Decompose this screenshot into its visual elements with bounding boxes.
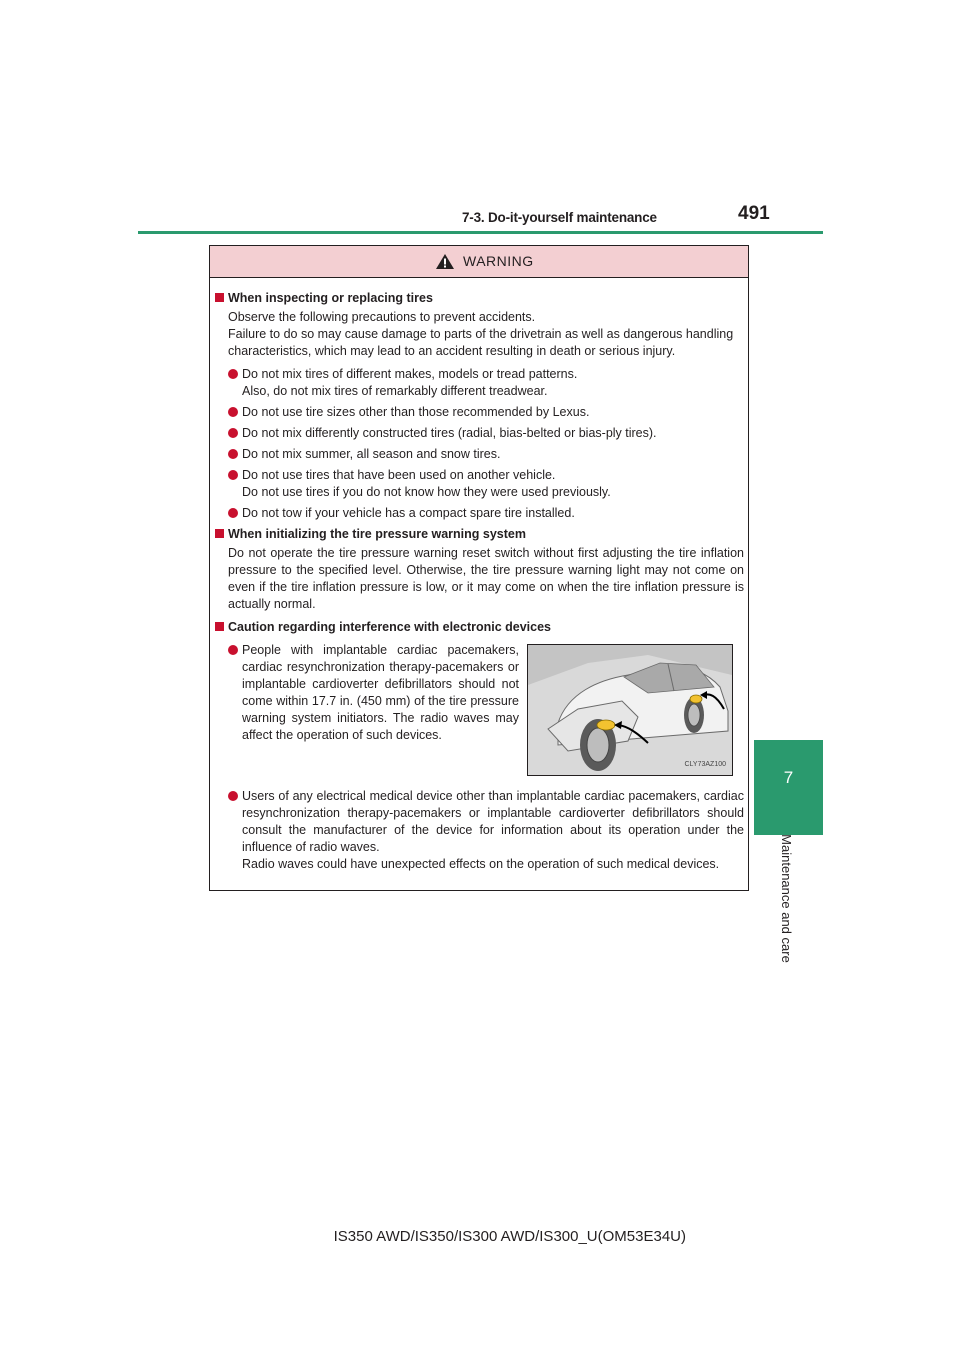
section-heading-text: When initializing the tire pressure warning system: [228, 527, 526, 541]
warning-triangle-icon: [435, 253, 455, 270]
footer-model-code: IS350 AWD/IS350/IS300 AWD/IS300_U(OM53E34U): [333, 1228, 686, 1245]
red-bullet-icon: [228, 369, 238, 379]
header-rule: [138, 231, 823, 234]
paragraph-text: Failure to do so may cause damage to parts of the drivetrain as well as dangerous handling characteristics, which may lead to an accident resulting in death or serious injury.: [228, 327, 734, 358]
red-bullet-icon: [228, 645, 238, 655]
section-heading: [214, 290, 744, 307]
bullet-text: Do not mix tires of different makes, models or tread patterns.: [242, 367, 578, 381]
bullet-text: Radio waves could have unexpected effects on the operation of such medical devices.: [242, 857, 720, 871]
paragraph: [214, 309, 744, 360]
warning-header: [210, 246, 748, 278]
page-number: 491: [738, 203, 770, 224]
pacemaker-bullet: [214, 642, 744, 782]
bullet-item: [214, 505, 744, 522]
red-bullet-icon: [228, 428, 238, 438]
red-bullet-icon: [228, 470, 238, 480]
bullet-item: [214, 446, 744, 463]
section-heading-text: Caution regarding interference with electronic devices: [228, 620, 552, 634]
bullet-item: [214, 366, 744, 400]
red-bullet-icon: [228, 508, 238, 518]
bullet-text: Users of any electrical medical device other than implantable cardiac pacemakers, cardiac resynchronization therapy-pacemakers or implantable cardioverter defibrillators should consult the manufacturer of the device for information about its operation under the influence of radio waves.: [242, 789, 744, 854]
bullet-text: Do not use tires that have been used on another vehicle.: [242, 468, 556, 482]
paragraph: Do not operate the tire pressure warning reset switch without first adjusting the tire inflation pressure to the specified level. Otherwise, the tire pressure warning light may not come on even if the tire inflation pressure is low, or it may come on when the tire inflation pressure is actually normal.: [228, 546, 744, 611]
bullet-text: Do not use tires if you do not know how they were used previously.: [242, 485, 611, 499]
red-square-icon: [215, 293, 224, 302]
bullet-text: Do not use tire sizes other than those recommended by Lexus.: [242, 405, 590, 419]
bullet-text: Do not mix differently constructed tires (radial, bias-belted or bias-ply tires).: [242, 426, 657, 440]
red-bullet-icon: [228, 449, 238, 459]
warning-title: WARNING: [463, 253, 534, 269]
bullet-text: Do not mix summer, all season and snow tires.: [242, 447, 501, 461]
red-square-icon: [215, 622, 224, 631]
chapter-number: 7: [783, 768, 794, 787]
bullet-item: [214, 404, 744, 421]
warning-content: [214, 290, 744, 877]
chapter-tab[interactable]: [754, 740, 823, 835]
bullet-item: [214, 467, 744, 501]
bullet-text: People with implantable cardiac pacemakers, cardiac resynchronization therapy-pacemakers or implantable cardioverter defibrillators should not come within 17.7 in. (450 mm) of the tire pressure warning system initiators. The radio waves may affect the operation of such devices.: [242, 643, 519, 742]
section-heading: [214, 526, 744, 543]
bullet-text: Do not tow if your vehicle has a compact spare tire installed.: [242, 506, 575, 520]
chapter-label-text: Maintenance and care: [778, 833, 794, 963]
chapter-label: [760, 833, 812, 963]
red-bullet-icon: [228, 407, 238, 417]
bullet-item: [214, 425, 744, 442]
section-title: 7-3. Do-it-yourself maintenance: [462, 210, 657, 225]
section-heading: [214, 619, 744, 636]
figure-code: CLY73AZ100: [684, 761, 726, 768]
paragraph-text: Observe the following precautions to prevent accidents.: [228, 310, 536, 324]
red-bullet-icon: [228, 791, 238, 801]
bullet-item: [214, 788, 744, 873]
red-square-icon: [215, 529, 224, 538]
section-heading-text: When inspecting or replacing tires: [228, 291, 433, 305]
car-illustration: [527, 644, 733, 776]
warning-box: [209, 245, 749, 891]
bullet-text: Also, do not mix tires of remarkably different treadwear.: [242, 384, 548, 398]
